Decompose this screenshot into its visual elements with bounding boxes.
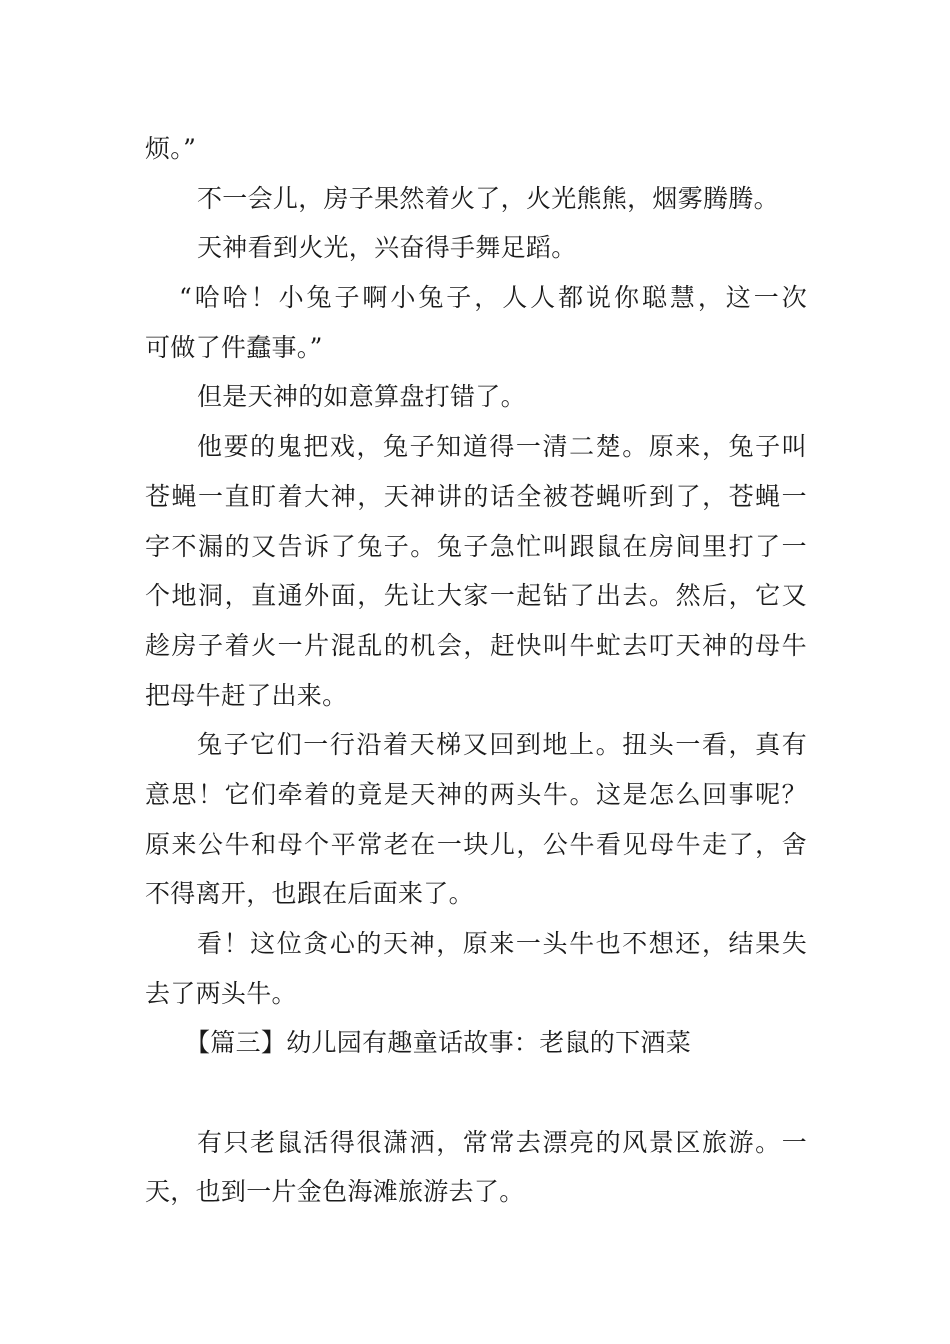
- text-line: 可做了件蠢事。”: [145, 332, 323, 362]
- blank-line: [145, 1068, 807, 1118]
- text-line: 苍蝇一直盯着大神，天神讲的话全被苍蝇听到了，苍蝇一: [145, 481, 807, 511]
- text-line: 去了两头牛。: [145, 978, 297, 1008]
- text-line: 字不漏的又告诉了兔子。兔子急忙叫跟鼠在房间里打了一: [145, 531, 807, 561]
- text-line: 他要的鬼把戏，兔子知道得一清二楚。原来，兔子叫: [197, 432, 807, 462]
- text-line: 但是天神的如意算盘打错了。: [197, 382, 526, 412]
- text-line: 意思！它们牵着的竟是天神的两头牛。这是怎么回事呢？: [145, 779, 807, 809]
- text-line: 烦。”: [145, 134, 197, 163]
- text-line: 天神看到火光，兴奋得手舞足蹈。: [197, 233, 577, 263]
- text-line: 不得离开，也跟在后面来了。: [145, 879, 474, 909]
- section-heading: 【篇三】幼儿园有趣童话故事：老鼠的下酒菜: [185, 1028, 692, 1058]
- text-line: 原来公牛和母个平常老在一块儿，公牛看见母牛走了，舍: [145, 829, 807, 859]
- text-line: 趁房子着火一片混乱的机会，赶快叫牛虻去叮天神的母牛: [145, 630, 807, 660]
- text-line: 把母牛赶了出来。: [145, 680, 348, 710]
- text-line: 天，也到一片金色海滩旅游去了。: [145, 1177, 525, 1207]
- text-line: 看！这位贪心的天神，原来一头牛也不想还，结果失: [197, 929, 807, 958]
- text-line: 不一会儿，房子果然着火了，火光熊熊，烟雾腾腾。: [197, 183, 779, 213]
- story-text: [145, 124, 807, 1217]
- text-line: “哈哈！小兔子啊小兔子，人人都说你聪慧，这一次: [179, 283, 807, 313]
- text-line: 兔子它们一行沿着天梯又回到地上。扭头一看，真有: [197, 730, 807, 760]
- text-line: 个地洞，直通外面，先让大家一起钻了出去。然后，它又: [145, 581, 807, 611]
- text-line: 有只老鼠活得很潇洒，常常去漂亮的风景区旅游。一: [197, 1127, 807, 1157]
